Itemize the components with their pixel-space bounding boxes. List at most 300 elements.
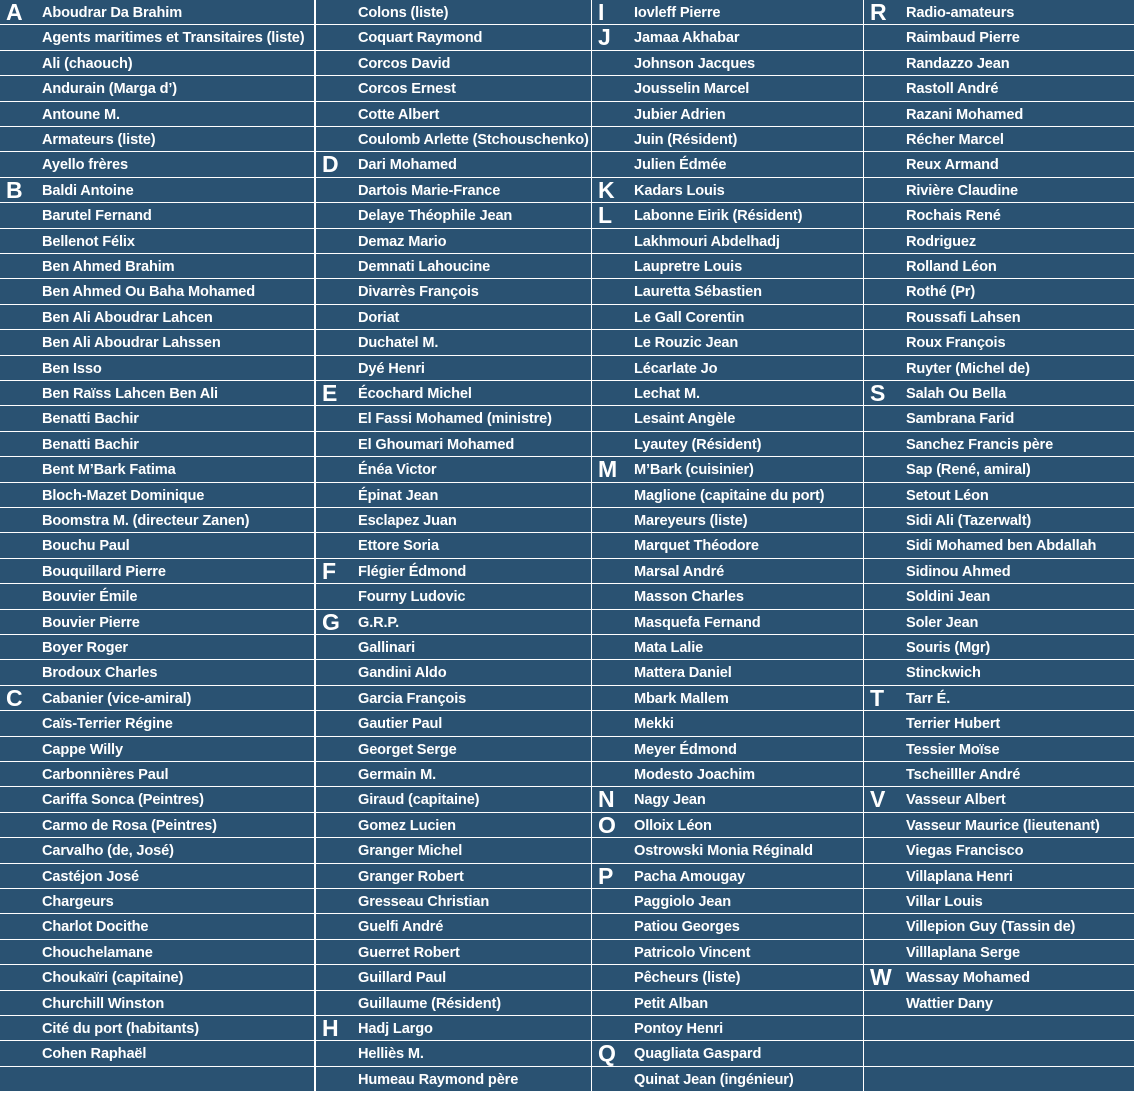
person-name: Bellenot Félix	[42, 233, 135, 250]
person-name: Vasseur Albert	[906, 792, 1006, 809]
person-name: Gallinari	[358, 640, 416, 656]
index-row	[864, 432, 1134, 456]
index-row	[316, 457, 591, 481]
person-name: Tscheilller André	[906, 767, 1021, 783]
person-name: Jousselin Marcel	[634, 81, 750, 98]
index-row	[864, 838, 1134, 862]
person-name: Bloch-Mazet Dominique	[42, 487, 205, 504]
person-name: Caïs-Terrier Régine	[42, 716, 173, 733]
person-name: Ben Ahmed Brahim	[42, 259, 175, 275]
person-name: Doriat	[358, 309, 400, 326]
person-name: Viegas Francisco	[906, 843, 1024, 860]
index-row	[316, 787, 591, 811]
person-name: Ruyter (Michel de)	[906, 360, 1030, 377]
index-row	[592, 660, 863, 684]
index-row	[316, 102, 591, 126]
person-name: Antoune M.	[42, 106, 120, 123]
index-row	[316, 965, 591, 989]
section-letter: K	[598, 176, 615, 203]
index-row	[316, 356, 591, 380]
person-name: Tessier Moïse	[906, 741, 1000, 758]
index-row	[592, 102, 863, 126]
index-row	[864, 711, 1134, 735]
index-row	[316, 889, 591, 913]
index-row	[0, 914, 314, 938]
index-row	[592, 889, 863, 913]
index-row	[316, 711, 591, 735]
person-name: Meyer Édmond	[634, 741, 737, 758]
person-name: Randazzo Jean	[906, 55, 1010, 72]
person-name: Gandini Aldo	[358, 665, 447, 682]
index-row	[0, 838, 314, 862]
index-row	[316, 406, 591, 430]
person-name: Rolland Léon	[906, 259, 997, 275]
index-row	[0, 787, 314, 811]
person-name: Charlot Docithe	[42, 919, 149, 936]
index-row	[592, 203, 863, 227]
person-name: Récher Marcel	[906, 132, 1004, 148]
person-name: Jubier Adrien	[634, 106, 726, 123]
index-row	[864, 533, 1134, 557]
index-row	[316, 914, 591, 938]
person-name: Cité du port (habitants)	[42, 1021, 199, 1037]
person-name: Sidi Mohamed ben Abdallah	[906, 538, 1097, 555]
index-row	[592, 813, 863, 837]
index-row	[864, 330, 1134, 354]
index-row	[316, 940, 591, 964]
person-name: Lakhmouri Abdelhadj	[634, 233, 780, 250]
person-name: Dartois Marie-France	[358, 182, 501, 199]
index-row	[864, 381, 1134, 405]
index-row	[592, 305, 863, 329]
index-row	[316, 686, 591, 710]
index-row	[592, 1067, 863, 1091]
person-name: Georget Serge	[358, 741, 457, 758]
person-name: Patiou Georges	[634, 919, 740, 936]
person-name: Baldi Antoine	[42, 182, 134, 199]
person-name: Ettore Soria	[358, 538, 439, 555]
index-row	[0, 965, 314, 989]
index-row	[592, 610, 863, 634]
person-name: Coulomb Arlette (Stchouschenko)	[358, 132, 589, 148]
person-name: Granger Michel	[358, 843, 463, 860]
index-row	[0, 889, 314, 913]
index-row	[0, 432, 314, 456]
person-name: Gautier Paul	[358, 716, 443, 733]
index-row	[864, 254, 1134, 278]
person-name: Bouvier Émile	[42, 589, 138, 606]
section-letter: S	[870, 380, 886, 406]
person-name: Petit Alban	[634, 995, 709, 1012]
person-name: Cariffa Sonca (Peintres)	[42, 792, 204, 809]
index-row	[592, 864, 863, 888]
person-name: Paggiolo Jean	[634, 894, 731, 910]
person-name: Mata Lalie	[634, 640, 704, 656]
person-name: Duchatel M.	[358, 335, 439, 352]
index-row	[316, 584, 591, 608]
person-name: El Fassi Mohamed (ministre)	[358, 411, 552, 428]
index-row	[592, 457, 863, 481]
index-row	[864, 660, 1134, 684]
person-name: G.R.P.	[358, 614, 400, 631]
person-name: Quinat Jean (ingénieur)	[634, 1071, 794, 1088]
index-row	[316, 1067, 591, 1091]
section-letter: O	[598, 811, 616, 838]
index-row	[316, 0, 591, 24]
person-name: Raimbaud Pierre	[906, 30, 1020, 47]
person-name: Hadj Largo	[358, 1021, 433, 1037]
index-row	[0, 533, 314, 557]
person-name: Carvalho (de, José)	[42, 843, 174, 860]
person-name: Ali (chaouch)	[42, 55, 133, 72]
index-row	[592, 229, 863, 253]
person-name: Terrier Hubert	[906, 716, 1001, 733]
index-row	[592, 0, 863, 24]
index-row	[592, 127, 863, 151]
index-row	[592, 711, 863, 735]
section-letter: G	[322, 608, 340, 635]
person-name: Gomez Lucien	[358, 817, 456, 834]
person-name: Boyer Roger	[42, 640, 128, 656]
index-row	[592, 432, 863, 456]
index-row	[316, 203, 591, 227]
index-row	[316, 991, 591, 1015]
person-name: Andurain (Marga d’)	[42, 81, 177, 98]
person-name: Bouchu Paul	[42, 538, 130, 555]
index-row	[864, 483, 1134, 507]
index-row	[316, 838, 591, 862]
index-row	[864, 787, 1134, 811]
person-name: Giraud (capitaine)	[358, 792, 480, 809]
person-name: Divarrès François	[358, 284, 479, 301]
person-name: Castéjon José	[42, 868, 139, 885]
index-row	[864, 737, 1134, 761]
person-name: Carmo de Rosa (Peintres)	[42, 817, 217, 834]
index-row	[0, 1067, 314, 1091]
person-name: Julien Édmée	[634, 157, 727, 174]
person-name: Esclapez Juan	[358, 513, 457, 529]
index-row	[864, 914, 1134, 938]
person-name: Guillard Paul	[358, 970, 447, 987]
index-row	[0, 305, 314, 329]
person-name: Lesaint Angèle	[634, 411, 736, 428]
index-column	[592, 0, 863, 1093]
index-row	[0, 483, 314, 507]
index-row	[864, 889, 1134, 913]
index-row	[0, 686, 314, 710]
person-name: Garcia François	[358, 690, 467, 707]
index-row	[864, 864, 1134, 888]
person-name: Vasseur Maurice (lieutenant)	[906, 817, 1100, 834]
person-name: Sap (René, amiral)	[906, 462, 1031, 479]
index-row	[864, 178, 1134, 202]
section-letter: B	[6, 176, 23, 203]
person-name: Lécarlate Jo	[634, 360, 718, 377]
index-row	[0, 381, 314, 405]
person-name: Reux Armand	[906, 157, 999, 174]
section-letter: E	[322, 380, 338, 406]
section-letter: W	[870, 964, 892, 991]
person-name: Guerret Robert	[358, 944, 460, 961]
index-row	[0, 229, 314, 253]
person-name: Setout Léon	[906, 487, 989, 504]
index-row	[864, 762, 1134, 786]
index-row	[0, 610, 314, 634]
index-row	[316, 1016, 591, 1040]
index-row	[0, 203, 314, 227]
person-name: Marquet Théodore	[634, 538, 759, 555]
person-name: Cabanier (vice-amiral)	[42, 690, 192, 707]
person-name: Rivière Claudine	[906, 182, 1018, 199]
person-name: Énéa Victor	[358, 462, 437, 479]
index-row	[864, 635, 1134, 659]
index-row	[864, 305, 1134, 329]
section-letter: A	[6, 0, 23, 25]
person-name: Écochard Michel	[358, 386, 472, 402]
index-row	[0, 356, 314, 380]
index-row	[864, 813, 1134, 837]
index-row	[0, 1041, 314, 1065]
index-row	[864, 1041, 1134, 1065]
index-row	[864, 356, 1134, 380]
index-row	[316, 25, 591, 49]
person-name: Maglione (capitaine du port)	[634, 487, 825, 504]
person-name: Nagy Jean	[634, 792, 706, 809]
index-row	[864, 51, 1134, 75]
person-name: Ben Isso	[42, 360, 102, 377]
index-row	[864, 1016, 1134, 1040]
index-row	[0, 508, 314, 532]
index-row	[316, 254, 591, 278]
index-row	[592, 914, 863, 938]
person-name: Jamaa Akhabar	[634, 30, 740, 47]
index-row	[316, 1041, 591, 1065]
index-row	[592, 1041, 863, 1065]
index-row	[0, 559, 314, 583]
person-name: Humeau Raymond père	[358, 1071, 519, 1088]
person-name: Villaplana Henri	[906, 868, 1013, 885]
person-name: Kadars Louis	[634, 182, 725, 199]
index-row	[592, 787, 863, 811]
index-row	[316, 635, 591, 659]
person-name: Benatti Bachir	[42, 436, 139, 453]
person-name: Pacha Amougay	[634, 868, 746, 885]
person-name: Granger Robert	[358, 868, 464, 885]
index-row	[316, 127, 591, 151]
index-row	[0, 737, 314, 761]
index-row	[316, 762, 591, 786]
index-row	[316, 330, 591, 354]
person-name: Rodriguez	[906, 233, 976, 250]
index-row	[592, 508, 863, 532]
index-row	[0, 76, 314, 100]
index-row	[0, 51, 314, 75]
person-name: Colons (liste)	[358, 5, 449, 21]
person-name: Villepion Guy (Tassin de)	[906, 919, 1076, 936]
person-name: Roussafi Lahsen	[906, 309, 1021, 326]
index-row	[316, 813, 591, 837]
section-letter: R	[870, 0, 887, 25]
index-row	[864, 559, 1134, 583]
index-row	[592, 254, 863, 278]
index-row	[864, 102, 1134, 126]
person-name: Masquefa Fernand	[634, 614, 761, 631]
index-column	[316, 0, 591, 1093]
index-row	[316, 483, 591, 507]
section-letter: T	[870, 684, 885, 711]
person-name: Villlaplana Serge	[906, 944, 1020, 961]
person-name: Demnati Lahoucine	[358, 259, 491, 275]
person-name: Chargeurs	[42, 894, 114, 910]
index-row	[0, 762, 314, 786]
index-row	[592, 406, 863, 430]
index-row	[864, 76, 1134, 100]
index-row	[0, 127, 314, 151]
index-row	[0, 864, 314, 888]
index-row	[316, 152, 591, 176]
person-name: Ben Ahmed Ou Baha Mohamed	[42, 284, 256, 301]
index-row	[592, 279, 863, 303]
index-row	[316, 229, 591, 253]
person-name: Salah Ou Bella	[906, 386, 1007, 402]
index-row	[0, 279, 314, 303]
person-name: Épinat Jean	[358, 487, 439, 504]
person-name: Juin (Résident)	[634, 132, 738, 148]
person-name: Tarr É.	[906, 690, 951, 707]
index-row	[864, 508, 1134, 532]
person-name: Flégier Édmond	[358, 563, 467, 580]
person-name: Bouvier Pierre	[42, 614, 140, 631]
person-name: Chouchelamane	[42, 944, 153, 961]
index-row	[592, 838, 863, 862]
person-name: El Ghoumari Mohamed	[358, 436, 515, 453]
person-name: Soldini Jean	[906, 589, 991, 606]
person-name: Corcos Ernest	[358, 81, 456, 98]
person-name: Lyautey (Résident)	[634, 436, 762, 453]
person-name: Souris (Mgr)	[906, 640, 991, 656]
person-name: Dyé Henri	[358, 360, 425, 377]
person-name: Stinckwich	[906, 665, 981, 682]
person-name: Le Rouzic Jean	[634, 335, 739, 352]
index-row	[592, 330, 863, 354]
person-name: Demaz Mario	[358, 233, 447, 250]
index-row	[0, 178, 314, 202]
person-name: Agents maritimes et Transitaires (liste)	[42, 30, 305, 47]
person-name: Bouquillard Pierre	[42, 563, 166, 580]
person-name: Cotte Albert	[358, 106, 440, 123]
index-row	[0, 0, 314, 24]
section-letter: V	[870, 786, 886, 813]
person-name: Rothé (Pr)	[906, 284, 976, 301]
index-row	[316, 76, 591, 100]
person-name: Cohen Raphaël	[42, 1046, 147, 1063]
index-row	[864, 25, 1134, 49]
person-name: Marsal André	[634, 563, 725, 580]
index-row	[316, 432, 591, 456]
index-row	[864, 152, 1134, 176]
person-name: Churchill Winston	[42, 995, 165, 1012]
person-name: Lauretta Sébastien	[634, 284, 762, 301]
person-name: Sidi Ali (Tazerwalt)	[906, 513, 1032, 529]
index-column	[864, 0, 1134, 1093]
index-row	[592, 686, 863, 710]
index-row	[592, 356, 863, 380]
person-name: Barutel Fernand	[42, 208, 152, 225]
index-row	[0, 635, 314, 659]
person-name: Germain M.	[358, 767, 436, 783]
index-row	[592, 76, 863, 100]
index-row	[0, 102, 314, 126]
index-row	[864, 965, 1134, 989]
person-name: Choukaïri (capitaine)	[42, 970, 184, 987]
person-name: Iovleff Pierre	[634, 5, 721, 21]
person-name: Fourny Ludovic	[358, 589, 466, 606]
index-row	[316, 559, 591, 583]
person-name: Dari Mohamed	[358, 157, 457, 174]
index-row	[316, 864, 591, 888]
index-row	[316, 381, 591, 405]
person-name: Razani Mohamed	[906, 106, 1024, 123]
index-row	[316, 508, 591, 532]
index-row	[864, 991, 1134, 1015]
person-name: Delaye Théophile Jean	[358, 208, 513, 225]
section-letter: M	[598, 456, 618, 483]
index-row	[864, 203, 1134, 227]
person-name: Wattier Dany	[906, 995, 993, 1012]
index-row	[0, 254, 314, 278]
person-name: Radio-amateurs	[906, 5, 1015, 21]
index-row	[592, 737, 863, 761]
person-name: Roux François	[906, 335, 1006, 352]
index-row	[592, 635, 863, 659]
person-name: Quagliata Gaspard	[634, 1046, 762, 1063]
index-row	[0, 1016, 314, 1040]
section-letter: H	[322, 1015, 339, 1041]
person-name: Rochais René	[906, 208, 1001, 225]
person-name: Olloix Léon	[634, 817, 712, 834]
index-row	[592, 1016, 863, 1040]
person-name: Boomstra M. (directeur Zanen)	[42, 513, 250, 529]
person-name: Brodoux Charles	[42, 665, 158, 682]
person-name: M’Bark (cuisinier)	[634, 462, 754, 479]
index-row	[864, 229, 1134, 253]
index-row	[592, 965, 863, 989]
index-row	[864, 127, 1134, 151]
index-row	[592, 940, 863, 964]
index-row	[592, 991, 863, 1015]
person-name: Mekki	[634, 716, 674, 733]
person-name: Helliès M.	[358, 1046, 424, 1063]
person-name: Lechat M.	[634, 386, 700, 402]
person-name: Pontoy Henri	[634, 1021, 724, 1037]
index-column	[0, 0, 314, 1093]
index-row	[592, 152, 863, 176]
index-row	[592, 381, 863, 405]
index-row	[0, 152, 314, 176]
person-name: Mattera Daniel	[634, 665, 732, 682]
person-name: Coquart Raymond	[358, 30, 483, 47]
section-letter: N	[598, 786, 615, 813]
person-name: Guillaume (Résident)	[358, 995, 501, 1012]
index-row	[864, 1067, 1134, 1091]
index-row	[0, 813, 314, 837]
person-name: Ayello frères	[42, 157, 128, 174]
index-row	[864, 279, 1134, 303]
person-name: Mareyeurs (liste)	[634, 513, 748, 529]
person-name: Guelfi André	[358, 919, 444, 936]
person-name: Labonne Eirik (Résident)	[634, 208, 803, 225]
index-row	[0, 940, 314, 964]
